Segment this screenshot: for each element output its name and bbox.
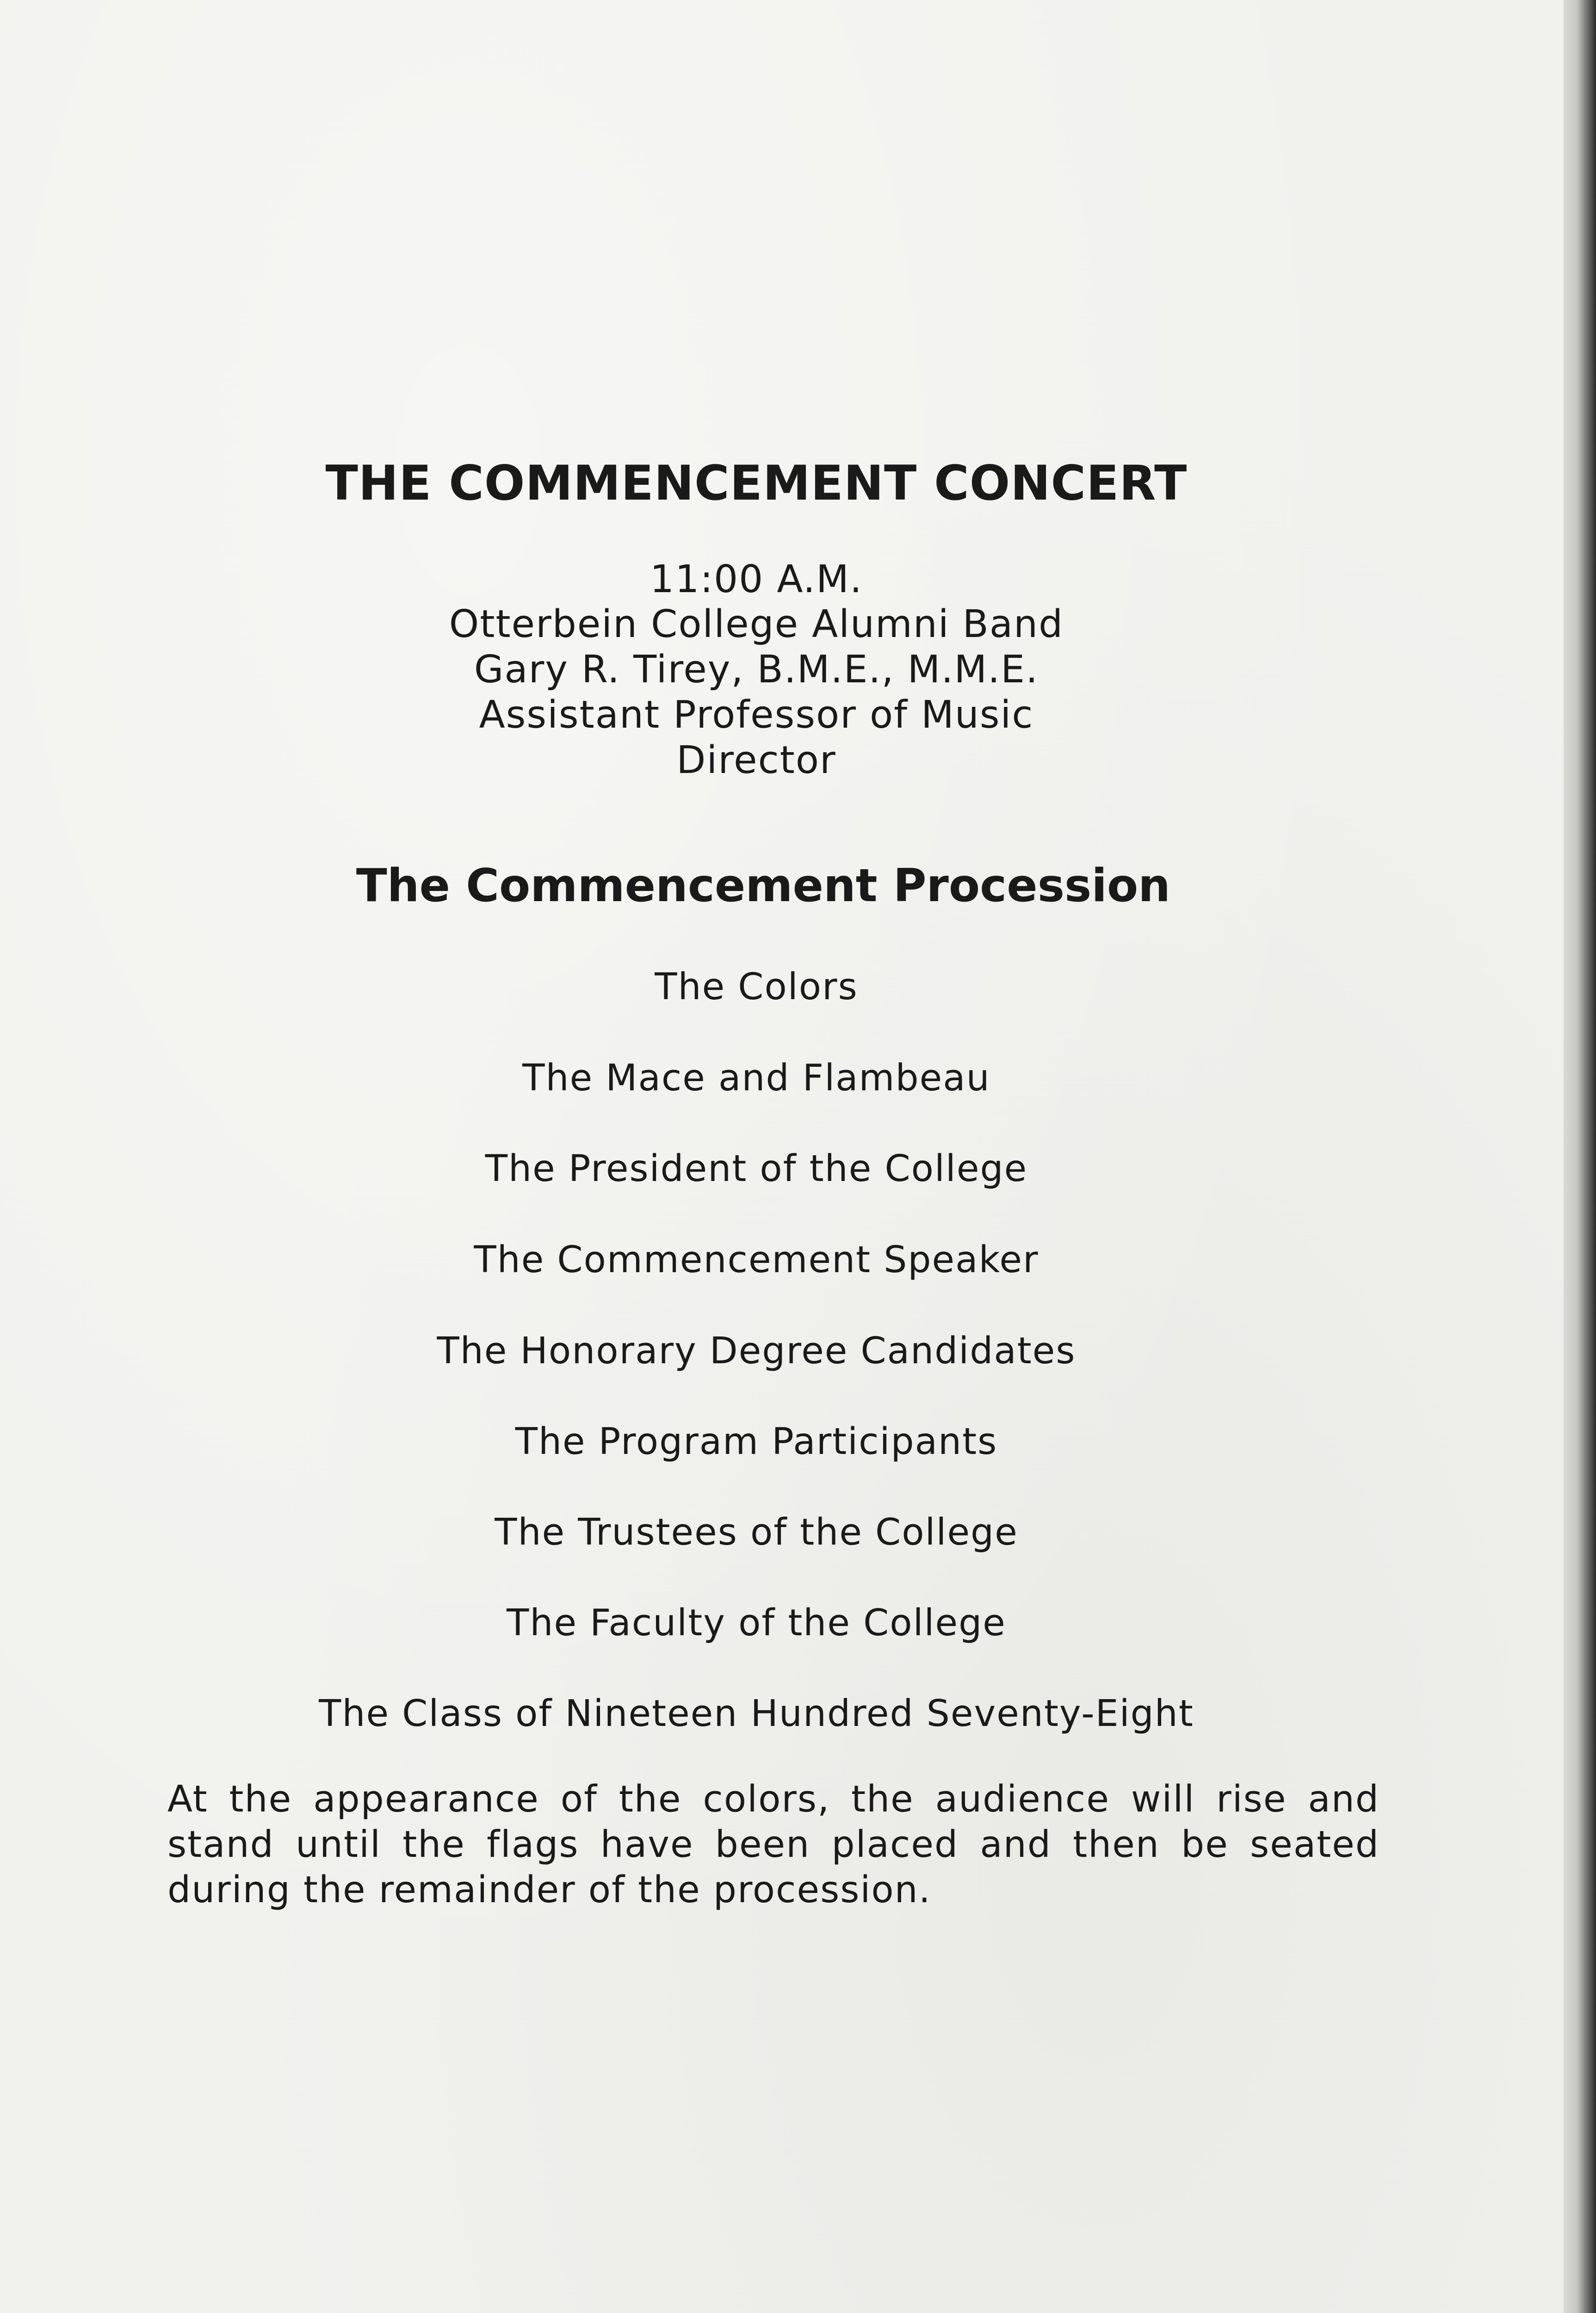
procession-item: The Faculty of the College <box>507 1602 1006 1644</box>
procession-item: The Mace and Flambeau <box>522 1057 990 1099</box>
concert-director-name: Gary R. Tirey, B.M.E., M.M.E. <box>474 648 1039 692</box>
procession-item: The Trustees of the College <box>495 1511 1018 1553</box>
procession-item: The Commencement Speaker <box>474 1238 1039 1281</box>
procession-item: The Colors <box>655 965 858 1008</box>
concert-ensemble: Otterbein College Alumni Band <box>449 602 1064 646</box>
concert-director-position: Assistant Professor of Music <box>479 693 1034 737</box>
concert-title: THE COMMENCEMENT CONCERT <box>325 456 1188 511</box>
procession-item: The Program Participants <box>515 1420 998 1463</box>
procession-item: The Class of Nineteen Hundred Seventy-Eight <box>319 1692 1194 1735</box>
procession-item: The President of the College <box>485 1147 1028 1190</box>
concert-director-role: Director <box>676 738 836 782</box>
page-edge <box>1564 0 1596 2313</box>
concert-time: 11:00 A.M. <box>650 557 863 601</box>
procession-note: At the appearance of the colors, the audience will rise and stand until the flags have been placed and then be seated during the remainder of the procession. <box>167 1778 1379 1911</box>
procession-item: The Honorary Degree Candidates <box>437 1330 1076 1372</box>
procession-title: The Commencement Procession <box>356 860 1171 912</box>
